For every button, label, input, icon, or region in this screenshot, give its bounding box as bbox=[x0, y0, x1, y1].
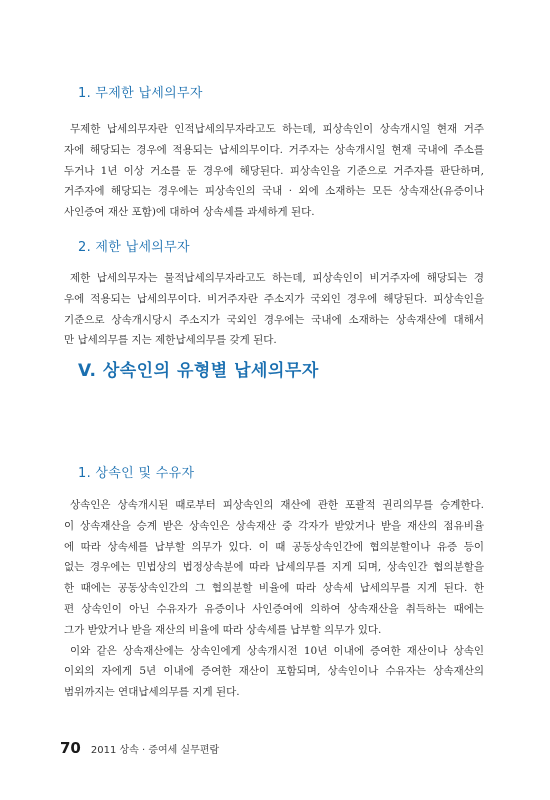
paragraph-line: 거주자에 해당되는 경우에는 피상속인의 국내 · 외에 소재하는 모든 상속재산(유증이나 bbox=[64, 185, 484, 198]
paragraph-line: 이외의 자에게 5년 이내에 증여한 재산이 포함되며, 상속인이나 수유자는 상속재산의 bbox=[64, 665, 484, 678]
paragraph-line: 이와 같은 상속재산에는 상속인에게 상속개시전 10년 이내에 증여한 재산이나 상속인 bbox=[70, 644, 484, 657]
paragraph-line: 무제한 납세의무자란 인적납세의무자라고도 하는데, 피상속인이 상속개시일 현재 거주 bbox=[70, 123, 484, 135]
section-heading-limited-taxpayer: 2. 제한 납세의무자 bbox=[78, 240, 190, 255]
paragraph-heirs-legatees bbox=[64, 495, 484, 703]
paragraph-limited-taxpayer bbox=[64, 268, 484, 351]
book-title: 2011 상속 · 증여세 실무편람 bbox=[90, 745, 220, 756]
paragraph-line: 기준으로 상속개시당시 주소지가 국외인 경우에는 국내에 소재하는 상속재산에 대해서 bbox=[64, 313, 484, 326]
page-number: 70 bbox=[60, 739, 81, 757]
paragraph-line: 자에 해당되는 경우에 적용되는 납세의무이다. 거주자는 상속개시일 현재 국내에 주소를 bbox=[64, 143, 484, 156]
chapter-heading: V. 상속인의 유형별 납세의무자 bbox=[78, 361, 319, 381]
paragraph-line: 두거나 1년 이상 거소를 둔 경우에 해당된다. 피상속인을 기준으로 거주자를 판단하며, bbox=[64, 164, 484, 177]
section-heading-unlimited-taxpayer: 1. 무제한 납세의무자 bbox=[78, 86, 203, 101]
paragraph-line: 에 따라 상속세를 납부할 의무가 있다. 이 때 공동상속인간에 협의분할이나 유증 등이 bbox=[64, 540, 484, 553]
paragraph-line: 이 상속재산을 승계 받은 상속인은 상속재산 중 각자가 받았거나 받을 재산의 점유비율 bbox=[64, 519, 484, 532]
paragraph-line: 사인증여 재산 포함)에 대하여 상속세를 과세하게 된다. bbox=[64, 206, 315, 219]
paragraph-line: 우에 적용되는 납세의무이다. 비거주자란 주소지가 국외인 경우에 해당된다. 피상속인을 bbox=[64, 292, 484, 305]
paragraph-line: 그가 받았거나 받을 재산의 비율에 따라 상속세를 납부할 의무가 있다. bbox=[64, 623, 382, 636]
paragraph-unlimited-taxpayer bbox=[64, 119, 484, 223]
paragraph-line: 만 납세의무를 지는 제한납세의무를 갖게 된다. bbox=[64, 334, 277, 347]
page-footer bbox=[60, 739, 219, 759]
paragraph-line: 상속인은 상속개시된 때로부터 피상속인의 재산에 관한 포괄적 권리의무를 승계한다. bbox=[70, 499, 484, 511]
paragraph-line: 없는 경우에는 민법상의 법정상속분에 따라 납세의무를 지게 되며, 상속인간 협의분할을 bbox=[64, 561, 484, 574]
paragraph-line: 제한 납세의무자는 물적납세의무자라고도 하는데, 피상속인이 비거주자에 해당되는 경 bbox=[70, 272, 484, 284]
paragraph-line: 편 상속인이 아닌 수유자가 유증이나 사인증여에 의하여 상속재산을 취득하는 때에는 bbox=[64, 602, 484, 615]
paragraph-line: 범위까지는 연대납세의무를 지게 된다. bbox=[64, 686, 240, 699]
paragraph-line: 한 때에는 공동상속인간의 그 협의분할 비율에 따라 상속세 납세의무를 지게 된다. 한 bbox=[64, 582, 484, 595]
section-heading-heirs-legatees: 1. 상속인 및 수유자 bbox=[78, 466, 195, 481]
